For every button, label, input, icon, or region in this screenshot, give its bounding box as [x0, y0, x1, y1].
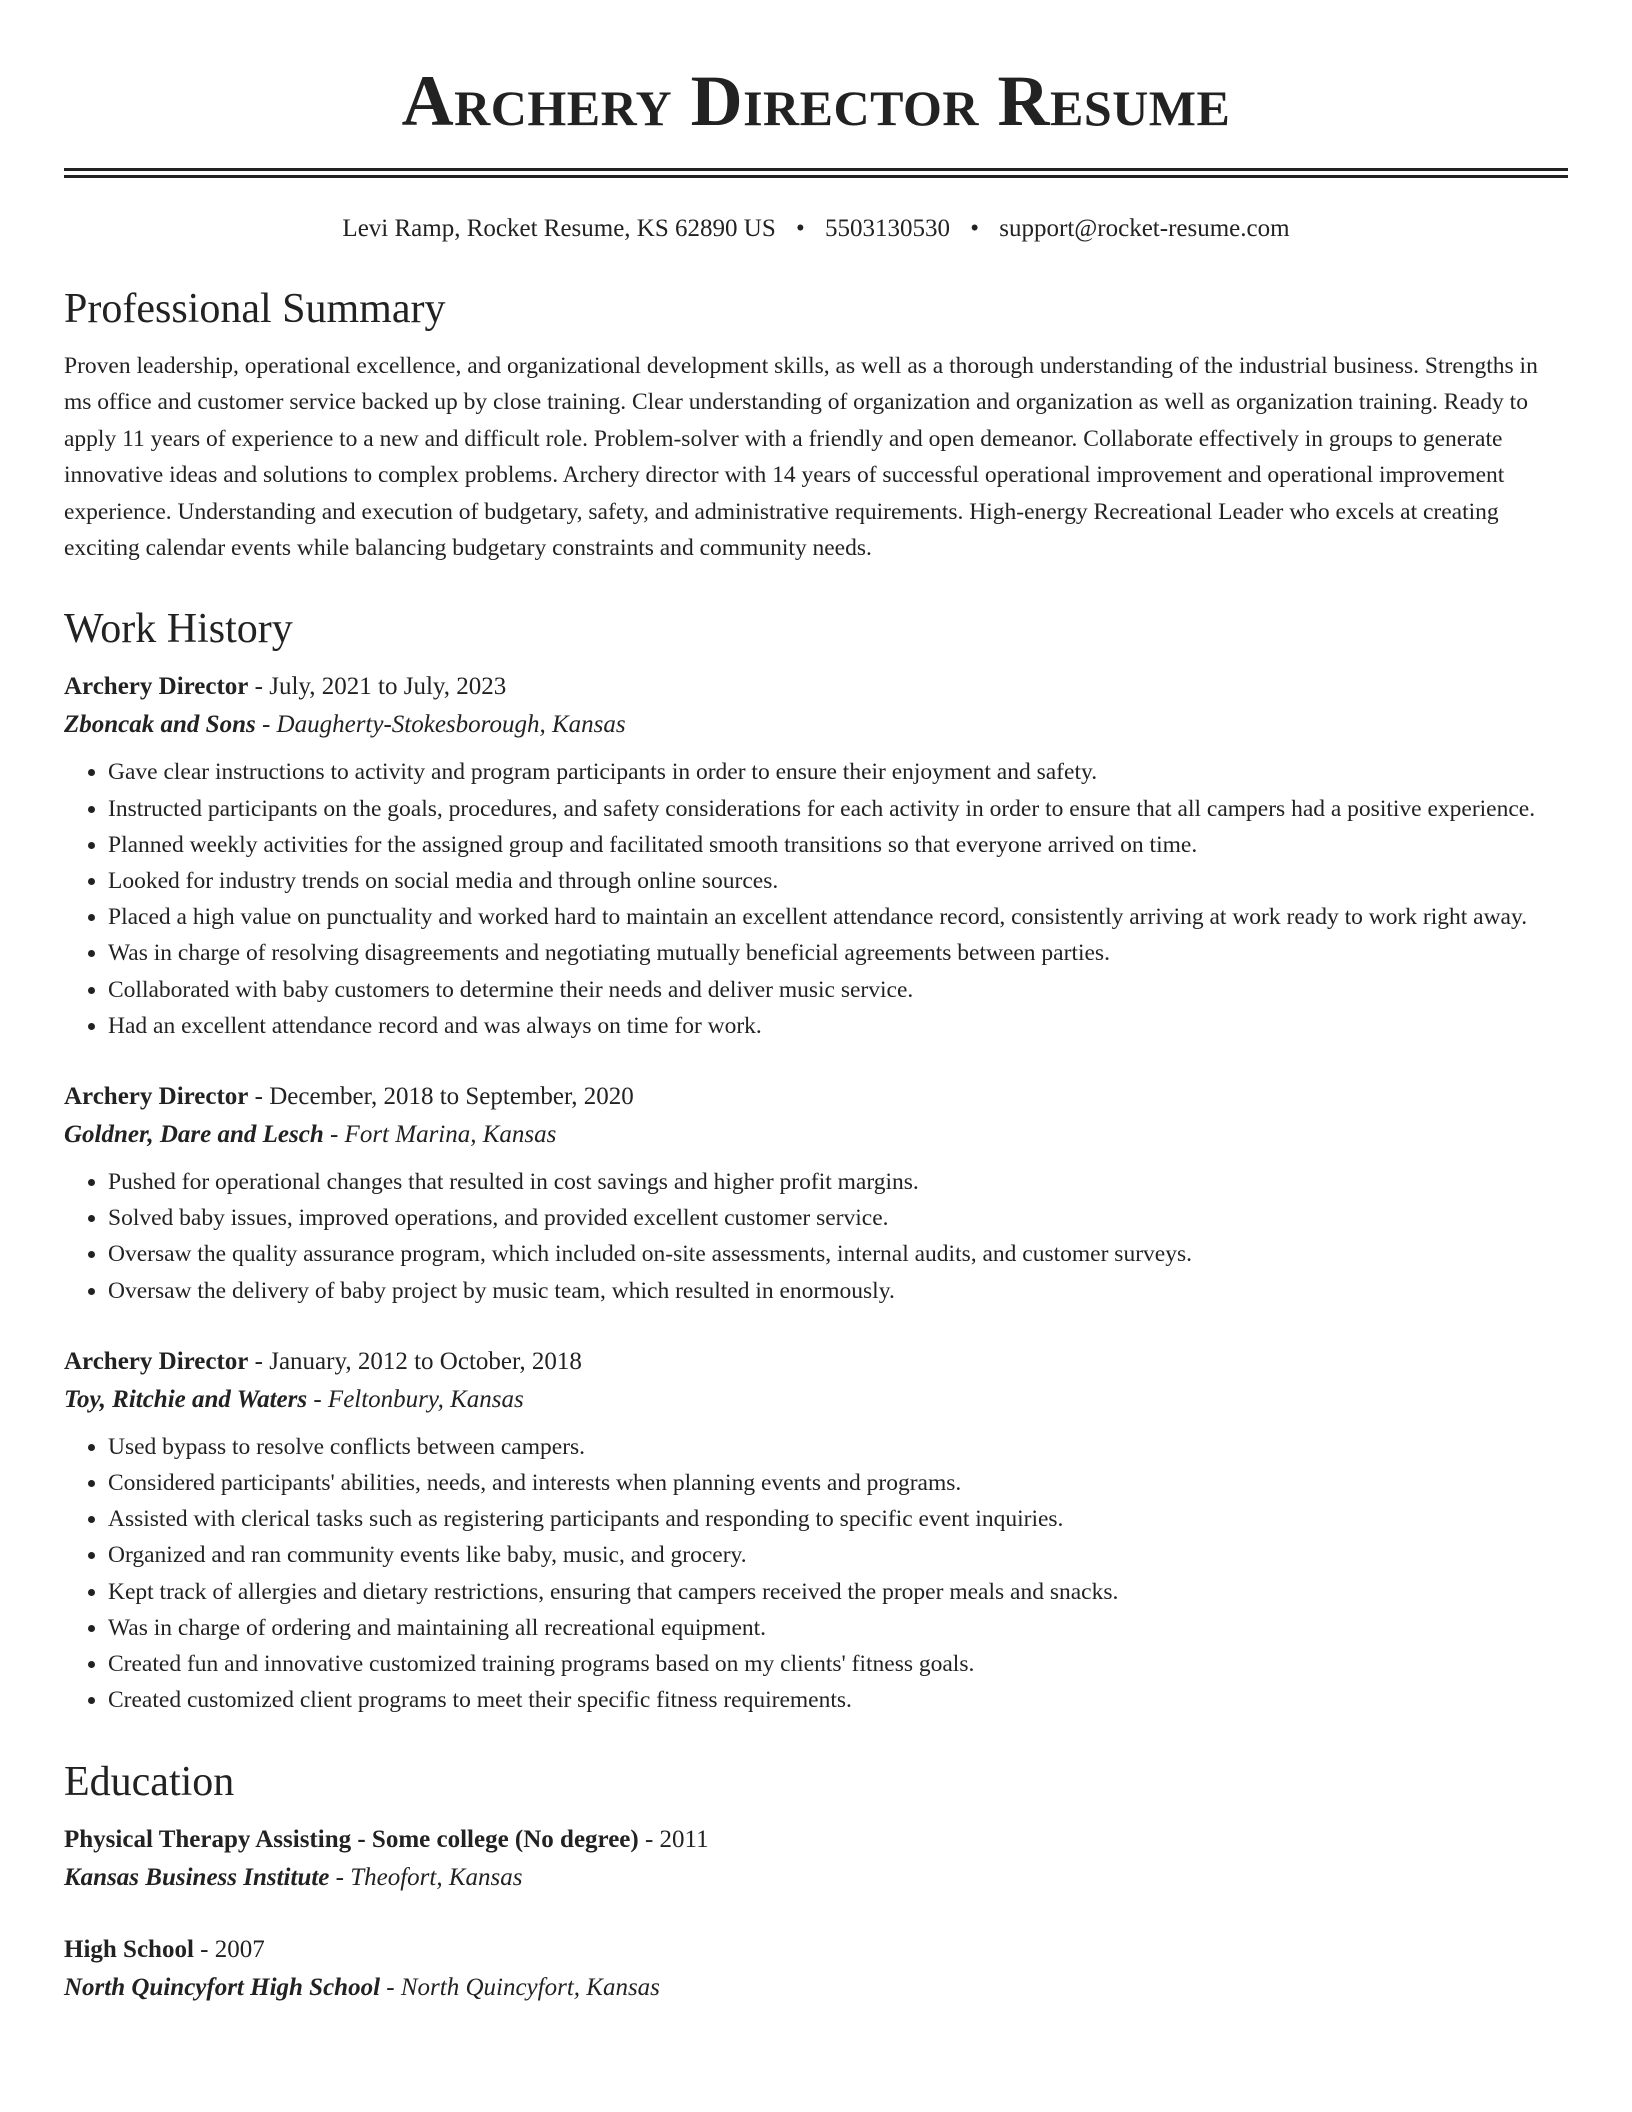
contact-email: support@rocket-resume.com: [999, 215, 1290, 242]
list-item: • Oversaw the quality assurance program, which included on-site assessments, internal audits, and customer surveys.: [108, 1236, 1568, 1272]
job-company: Goldner, Dare and Lesch: [64, 1121, 324, 1149]
contact-address: Levi Ramp, Rocket Resume, KS 62890 US: [342, 215, 776, 242]
contact-phone: 5503130530: [825, 215, 950, 242]
job-title: Archery Director: [64, 1347, 249, 1375]
list-item: • Assisted with clerical tasks such as registering participants and responding to specific event inquiries.: [108, 1501, 1568, 1537]
job-bullets: [64, 1164, 1568, 1309]
education-year: - 2007: [193, 1935, 265, 1963]
education-degree: Physical Therapy Assisting - Some college (No degree): [64, 1825, 639, 1853]
job-header: [64, 668, 1568, 706]
job-location: - Fort Marina, Kansas: [323, 1121, 557, 1149]
list-item: • Had an excellent attendance record and was always on time for work.: [108, 1008, 1568, 1044]
education-header: [64, 1821, 1568, 1859]
job-title: Archery Director: [64, 673, 249, 701]
list-item: • Used bypass to resolve conflicts between campers.: [108, 1429, 1568, 1465]
education-heading: Education: [64, 1758, 235, 1805]
list-item: • Planned weekly activities for the assigned group and facilitated smooth transitions so that everyone arrived on time.: [108, 827, 1568, 863]
job-header: [64, 1078, 1568, 1116]
job-employer: [64, 706, 1568, 744]
education-school: Kansas Business Institute: [64, 1863, 330, 1891]
contact-separator: •: [795, 215, 805, 242]
job-dates: - December, 2018 to September, 2020: [248, 1083, 634, 1111]
job-location: - Daugherty-Stokesborough, Kansas: [255, 711, 626, 739]
education-school-line: [64, 1969, 1568, 2007]
job-employer: [64, 1116, 1568, 1154]
contact-separator: •: [970, 215, 980, 242]
education-entry: [64, 1931, 1568, 2007]
title-divider: [64, 168, 1568, 178]
education-location: - Theofort, Kansas: [329, 1863, 523, 1891]
list-item: • Placed a high value on punctuality and worked hard to maintain an excellent attendance record, consistently arriving at work ready to work right away.: [108, 899, 1568, 935]
job-dates: - July, 2021 to July, 2023: [248, 673, 507, 701]
education-school-line: [64, 1859, 1568, 1897]
job-bullets: [64, 1429, 1568, 1719]
education-degree: High School: [64, 1935, 194, 1963]
education-year: - 2011: [638, 1825, 709, 1853]
job-company: Zboncak and Sons: [64, 711, 256, 739]
education-entry: [64, 1821, 1568, 1897]
list-item: • Kept track of allergies and dietary restrictions, ensuring that campers received the proper meals and snacks.: [108, 1574, 1568, 1610]
job-entry: [64, 1078, 1568, 1309]
list-item: • Oversaw the delivery of baby project by music team, which resulted in enormously.: [108, 1273, 1568, 1309]
list-item: • Was in charge of ordering and maintaining all recreational equipment.: [108, 1610, 1568, 1646]
list-item: • Considered participants' abilities, needs, and interests when planning events and programs.: [108, 1465, 1568, 1501]
list-item: • Created fun and innovative customized training programs based on my clients' fitness goals.: [108, 1646, 1568, 1682]
list-item: • Created customized client programs to meet their specific fitness requirements.: [108, 1682, 1568, 1718]
summary-heading: Professional Summary: [64, 286, 446, 332]
job-bullets: [64, 754, 1568, 1044]
job-dates: - January, 2012 to October, 2018: [248, 1347, 582, 1375]
contact-line: [64, 212, 1568, 246]
list-item: • Organized and ran community events like baby, music, and grocery.: [108, 1537, 1568, 1573]
job-entry: [64, 668, 1568, 1044]
summary-text: Proven leadership, operational excellence, and organizational development skills, as well as a thorough understanding of the industrial business. Strengths in ms office and customer service backed up by close training. Clear understanding of organization and organization as well as organization training. Ready to apply 11 years of experience to a new and difficult role. Problem-solver with a friendly and open demeanor. Collaborate effectively in groups to generate innovative ideas and solutions to complex problems. Archery director with 14 years of successful operational improvement and operational improvement experience. Understanding and execution of budgetary, safety, and administrative requirements. High-energy Recreational Leader who excels at creating exciting calendar events while balancing budgetary constraints and community needs.: [64, 353, 1538, 562]
list-item: • Pushed for operational changes that resulted in cost savings and higher profit margins.: [108, 1164, 1568, 1200]
list-item: • Was in charge of resolving disagreements and negotiating mutually beneficial agreements between parties.: [108, 935, 1568, 971]
education-location: - North Quincyfort, Kansas: [380, 1973, 660, 2001]
list-item: • Looked for industry trends on social media and through online sources.: [108, 863, 1568, 899]
education-school: North Quincyfort High School: [64, 1973, 381, 2001]
list-item: • Solved baby issues, improved operations, and provided excellent customer service.: [108, 1200, 1568, 1236]
list-item: • Collaborated with baby customers to determine their needs and deliver music service.: [108, 972, 1568, 1008]
job-entry: [64, 1343, 1568, 1719]
job-company: Toy, Ritchie and Waters: [64, 1385, 308, 1413]
resume-title: Archery Director Resume: [401, 61, 1231, 141]
job-title: Archery Director: [64, 1083, 249, 1111]
job-employer: [64, 1381, 1568, 1419]
work-history-heading: Work History: [64, 606, 293, 653]
education-header: [64, 1931, 1568, 1969]
list-item: • Instructed participants on the goals, procedures, and safety considerations for each activity in order to ensure that all campers had a positive experience.: [108, 791, 1568, 827]
job-location: - Feltonbury, Kansas: [307, 1385, 524, 1413]
list-item: • Gave clear instructions to activity and program participants in order to ensure their enjoyment and safety.: [108, 754, 1568, 790]
job-header: [64, 1343, 1568, 1381]
